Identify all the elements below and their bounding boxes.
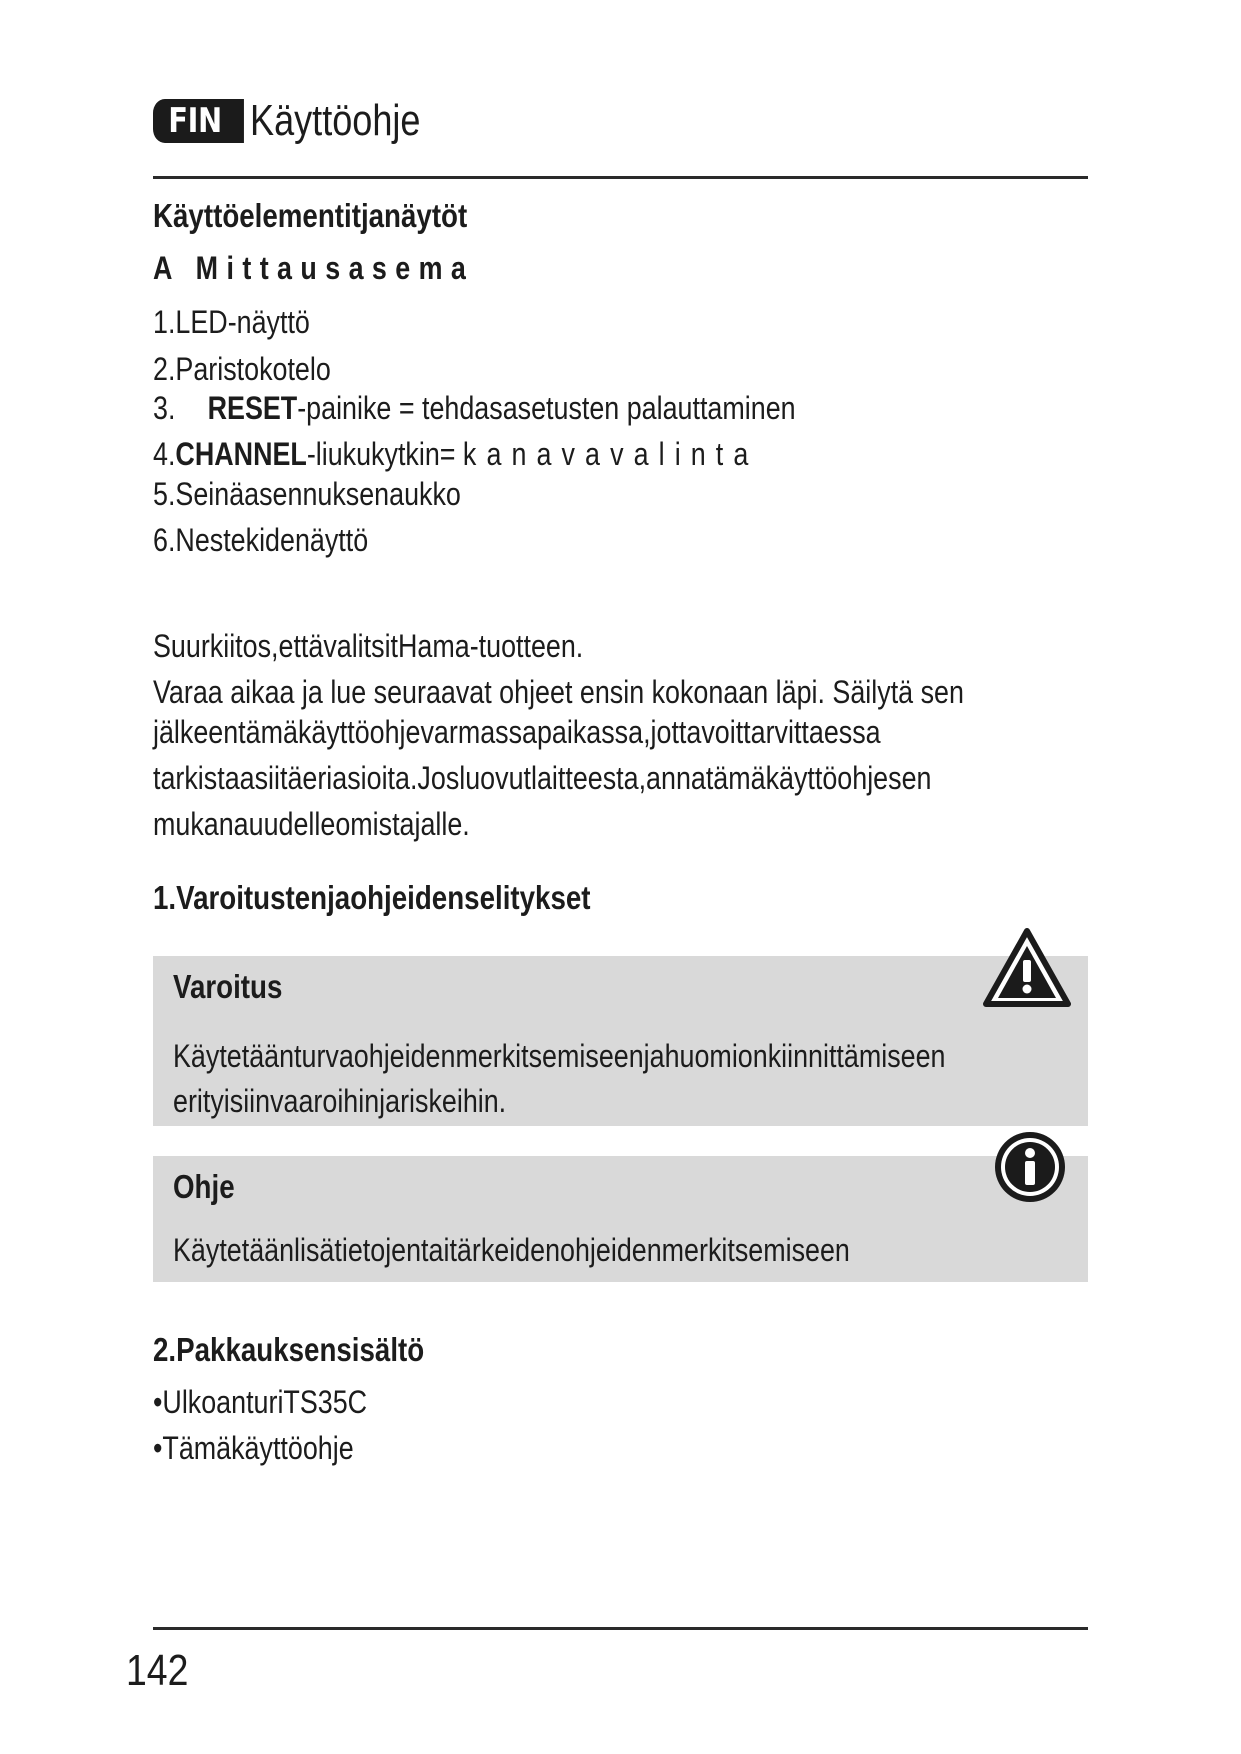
list-item: 2.Paristokotelo: [153, 351, 331, 387]
list-item: 6.Nestekidenäyttö: [153, 522, 369, 558]
header-divider: [153, 176, 1088, 179]
station-subheading: A Mittausasema: [153, 250, 475, 286]
warning-title: Varoitus: [173, 968, 283, 1005]
page-number: 142: [126, 1646, 189, 1695]
list-item: 4.CHANNEL-liukukytkin= kanavavalinta: [153, 436, 759, 472]
list-item: 5.Seinäasennuksenaukko: [153, 476, 461, 512]
intro-line: Varaa aikaa ja lue seuraavat ohjeet ensin kokonaan läpi. Säilytä sen: [153, 674, 964, 710]
list-item: 1.LED-näyttö: [153, 304, 310, 340]
warning-triangle-icon: [983, 928, 1071, 1008]
intro-line: Suurkiitos,ettävalitsitHama-tuotteen.: [153, 628, 584, 664]
note-title: Ohje: [173, 1168, 235, 1205]
footer-divider: [153, 1627, 1088, 1630]
note-text: Käytetäänlisätietojentaitärkeidenohjeidenmerkitsemiseen: [173, 1232, 850, 1268]
intro-line: jälkeentämäkäyttöohjevarmassapaikassa,jottavoittarvittaessa: [153, 714, 881, 750]
note-callout: [153, 1156, 1088, 1282]
intro-line: mukanauudelleomistajalle.: [153, 806, 470, 842]
warning-text: Käytetäänturvaohjeidenmerkitsemiseenjahuomionkiinnittämiseen erityisiinvaaroihinjariskeihin.: [173, 1038, 946, 1119]
document-title: Käyttöohje: [249, 96, 421, 145]
intro-line: tarkistaasiitäeriasioita.Josluovutlaitteesta,annatämäkäyttöohjesen: [153, 760, 932, 796]
section-1-heading: 1.Varoitustenjaohjeidenselitykset: [153, 879, 591, 916]
list-item: •Tämäkäyttöohje: [153, 1430, 354, 1466]
list-item: 3. RESET-painike = tehdasasetusten palauttaminen: [153, 390, 796, 426]
list-item: •UlkoanturiTS35C: [153, 1384, 368, 1420]
language-badge: FIN: [153, 99, 244, 143]
warning-callout: [153, 956, 1088, 1126]
info-icon: [993, 1130, 1067, 1204]
controls-heading: Käyttöelementitjanäytöt: [153, 197, 468, 234]
section-2-heading: 2.Pakkauksensisältö: [153, 1331, 425, 1368]
page-header: [153, 96, 458, 146]
